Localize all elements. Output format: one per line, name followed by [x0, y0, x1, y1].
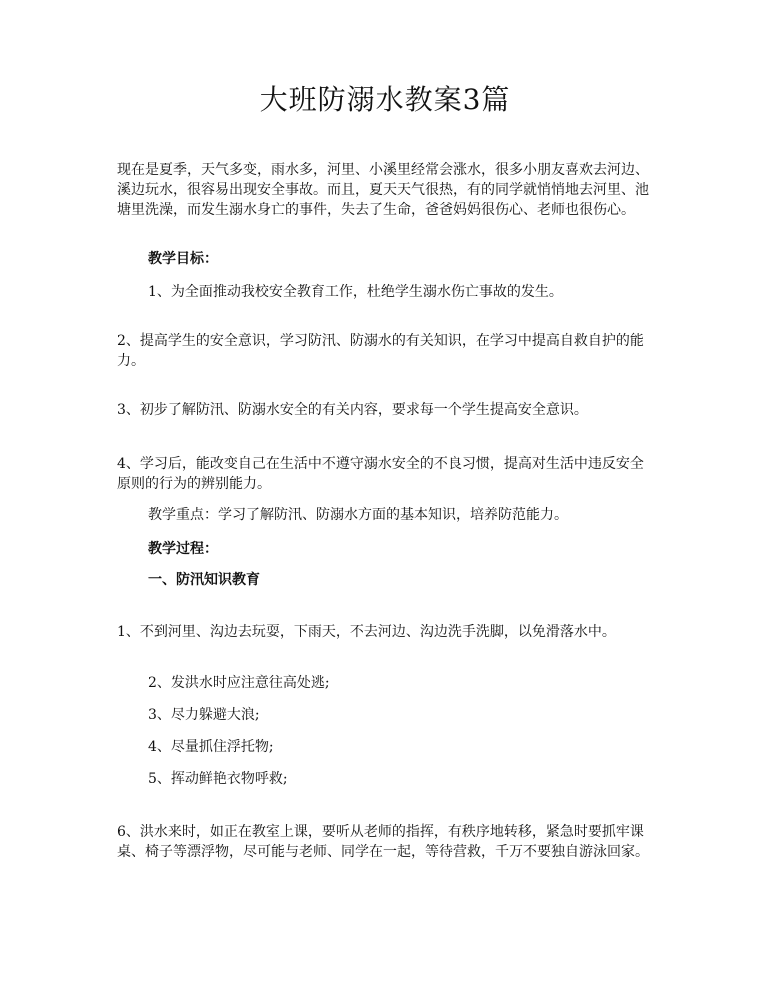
goal-item-4: 4、学习后，能改变自己在生活中不遵守溺水安全的不良习惯，提高对生活中违反安全原则的行为的辨别能力。: [117, 456, 644, 492]
document-title: 大班防溺水教案3篇: [259, 83, 511, 116]
section1-heading: 一、防汛知识教育: [148, 572, 260, 588]
section1-item-5: 5、挥动鲜艳衣物呼救;: [148, 771, 288, 787]
goal-item-2: 2、提高学生的安全意识，学习防汛、防溺水的有关知识，在学习中提高自救自护的能力。: [117, 333, 644, 369]
intro-paragraph: 现在是夏季，天气多变，雨水多，河里、小溪里经常会涨水，很多小朋友喜欢去河边、溪边玩水，很容易出现安全事故。而且，夏天天气很热，有的同学就悄悄地去河里、池塘里洗澡，而发生溺水身亡的事件，失去了生命，爸爸妈妈很伤心、老师也很伤心。: [117, 162, 649, 218]
goals-heading: 教学目标：: [148, 251, 218, 267]
goal-item-3: 3、初步了解防汛、防溺水安全的有关内容，要求每一个学生提高安全意识。: [117, 402, 588, 418]
section1-item-1: 1、不到河里、沟边去玩耍，下雨天，不去河边、沟边洗手洗脚，以免滑落水中。: [117, 624, 616, 640]
section1-item-4: 4、尽量抓住浮托物;: [148, 739, 274, 755]
section1-item-6: 6、洪水来时，如正在教室上课，要听从老师的指挥，有秩序地转移，紧急时要抓牢课桌、椅子等漂浮物，尽可能与老师、同学在一起，等待营救，千万不要独自游泳回家。: [117, 824, 649, 860]
section1-item-2: 2、发洪水时应注意往高处逃;: [148, 675, 330, 691]
process-heading: 教学过程：: [148, 541, 218, 557]
key-point-paragraph: 教学重点：学习了解防汛、防溺水方面的基本知识，培养防范能力。: [148, 507, 568, 523]
section1-item-3: 3、尽力躲避大浪;: [148, 707, 260, 723]
goal-item-1: 1、为全面推动我校安全教育工作，杜绝学生溺水伤亡事故的发生。: [148, 284, 563, 300]
